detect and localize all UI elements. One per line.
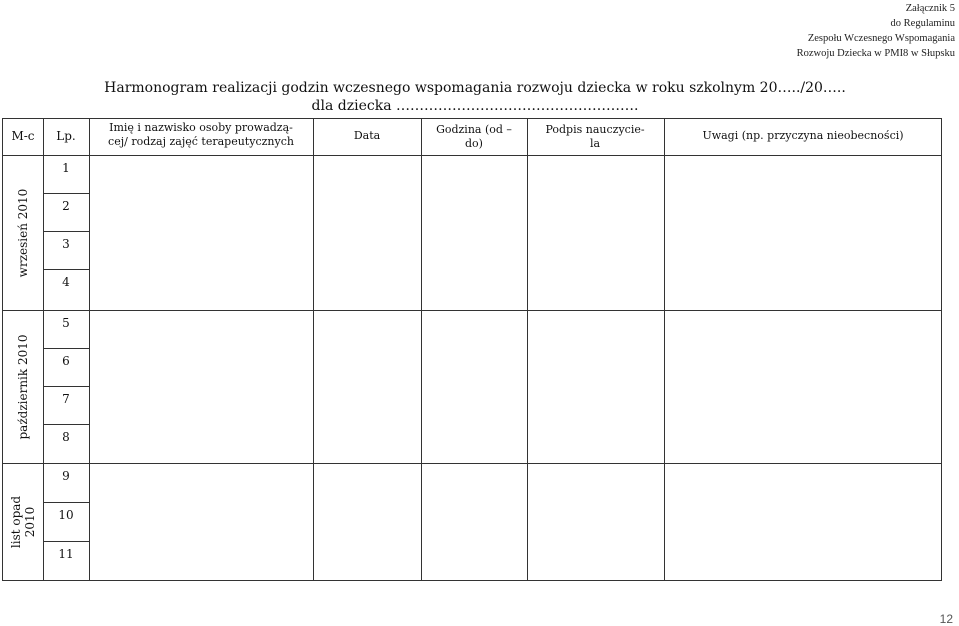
header-hour-line-1: Godzina (od – [436,123,512,136]
attachment-line-4: Rozwoju Dziecka w PMI8 w Słupsku [796,48,955,59]
month-label-november-line-2: 2010 [23,506,37,538]
month-label-november-line-1: list opad [9,495,23,549]
header-name-line-2: cej/ rodzaj zajęć terapeutycznych [108,135,294,148]
row-number: 6 [62,354,70,368]
page-number: 12 [939,612,953,626]
row-number: 11 [58,547,74,561]
row-number: 8 [62,430,70,444]
row-number: 1 [62,161,70,175]
header-hour-line-2: do) [465,137,483,150]
header-signature-line-2: la [589,137,601,150]
table-border [3,119,942,581]
header-signature [530,123,660,151]
header-month: M-c [11,129,35,143]
attachment-line-1: Załącznik 5 [905,3,955,14]
header-lp: Lp. [56,129,76,143]
row-number: 5 [62,316,70,330]
attachment-line-3: Zespołu Wczesnego Wspomagania [807,33,955,44]
header-hour [424,123,524,151]
header-name [92,121,310,149]
row-number: 10 [58,508,74,522]
header-name-line-1: Imię i nazwisko osoby prowadzą- [109,121,293,134]
row-number: 2 [62,199,70,213]
month-label-november [9,496,37,548]
month-label-october: październik 2010 [16,334,30,440]
title-line-1: Harmonogram realizacji godzin wczesnego wspomagania rozwoju dziecka w roku szkolnym 20…../20….. [104,80,846,96]
row-number: 7 [62,392,70,406]
header-signature-line-1: Podpis nauczycie- [545,123,645,136]
row-number: 3 [62,237,70,251]
row-number: 9 [62,469,70,483]
header-date: Data [353,129,381,142]
title-line-2: dla dziecka ……………………………………………. [311,98,639,114]
header-remarks: Uwagi (np. przyczyna nieobecności) [702,129,904,142]
attachment-line-2: do Regulaminu [890,18,955,29]
month-label-september: wrzesień 2010 [16,188,30,278]
row-number: 4 [62,275,70,289]
